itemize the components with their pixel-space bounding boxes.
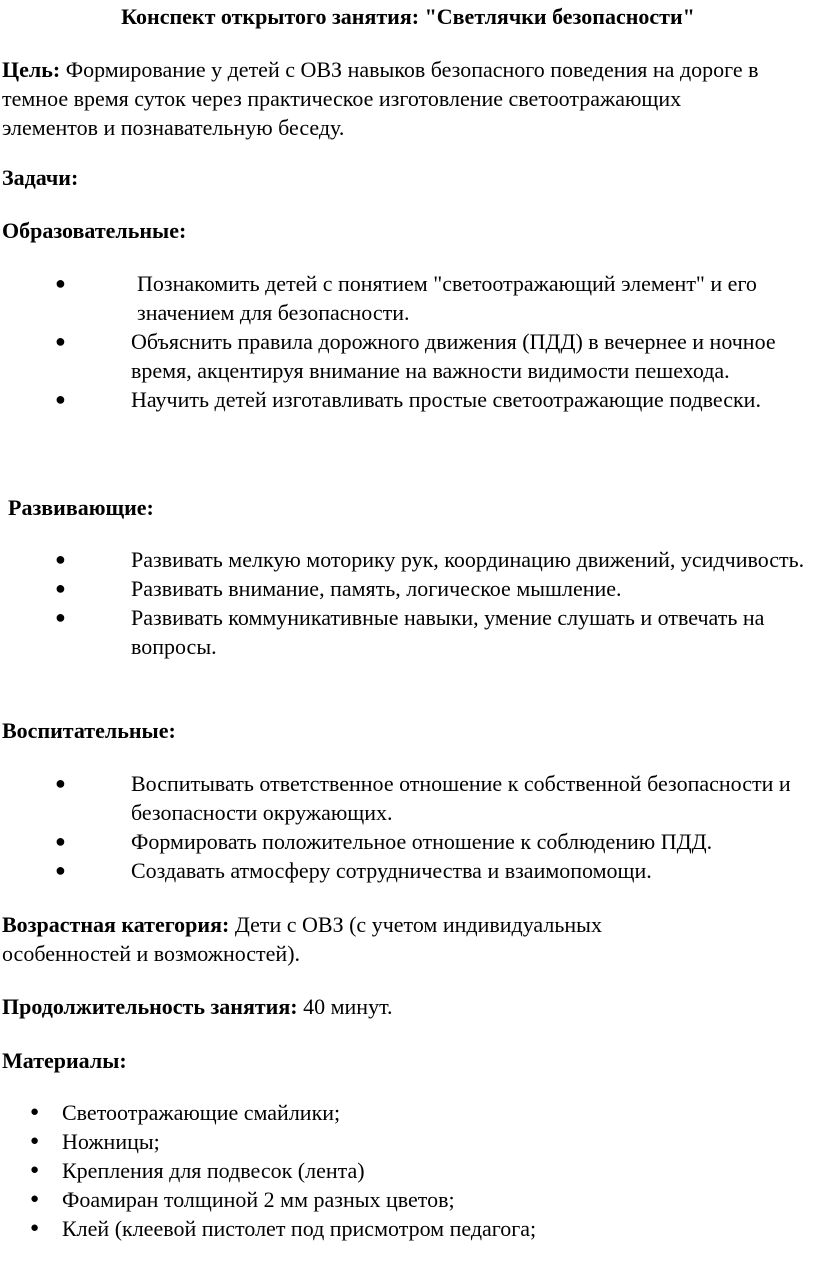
document-title: Конспект открытого занятия: "Светлячки безопасности" [121, 4, 695, 29]
goal-text: Формирование у детей с ОВЗ навыков безопасного поведения на дороге в темное время суток через практическое изготовление светоотражающих элементов и познавательную беседу. [2, 57, 759, 140]
tasks-heading: Задачи: [2, 165, 79, 190]
duration-text: 40 минут. [297, 994, 393, 1019]
bullet-icon: ● [30, 1162, 40, 1178]
list-item: ● Познакомить детей с понятием "светоотражающий элемент" и его значением для безопасности. [55, 271, 757, 325]
list-item: ● Клей (клеевой пистолет под присмотром педагога; [30, 1216, 537, 1241]
duration-label: Продолжительность занятия: [2, 994, 298, 1019]
list-item: ● Фоамиран толщиной 2 мм разных цветов; [30, 1187, 455, 1212]
list-item: ● Светоотражающие смайлики; [30, 1100, 341, 1125]
age-paragraph [2, 910, 682, 968]
bullet-icon: ● [55, 331, 66, 351]
bullet-icon: ● [55, 578, 66, 598]
list-item: ● Создавать атмосферу сотрудничества и взаимопомощи. [55, 858, 652, 883]
educational-list [0, 269, 816, 414]
materials-list [0, 1098, 816, 1243]
bullet-icon: ● [55, 273, 66, 293]
list-item: ● Крепления для подвесок (лента) [30, 1158, 365, 1183]
educational-heading: Образовательные: [2, 218, 187, 243]
age-text: Дети с ОВЗ (с учетом индивидуальных особенностей и возможностей). [2, 912, 602, 966]
list-item: ● Формировать положительное отношение к соблюдению ПДД. [55, 829, 713, 854]
list-item: ● Развивать мелкую моторику рук, координацию движений, усидчивость. [55, 547, 805, 572]
list-item: ● Развивать коммуникативные навыки, умение слушать и отвечать на вопросы. [55, 605, 765, 659]
bullet-icon: ● [30, 1133, 40, 1149]
list-item: ● Развивать внимание, память, логическое мышление. [55, 576, 622, 601]
bullet-icon: ● [55, 831, 66, 851]
bullet-icon: ● [30, 1104, 40, 1120]
materials-heading: Материалы: [2, 1048, 127, 1073]
bullet-icon: ● [55, 773, 66, 793]
developing-list [0, 545, 816, 661]
bullet-icon: ● [30, 1191, 40, 1207]
upbringing-heading: Воспитательные: [2, 718, 176, 743]
developing-heading: Развивающие: [8, 495, 154, 520]
bullet-icon: ● [55, 607, 66, 627]
list-item: ● Объяснить правила дорожного движения (ПДД) в вечернее и ночное время, акцентируя внимание на важности видимости пешехода. [55, 329, 776, 383]
list-item: ● Ножницы; [30, 1129, 160, 1154]
duration-paragraph [2, 992, 802, 1021]
list-item: ● Воспитывать ответственное отношение к собственной безопасности и безопасности окружающих. [55, 771, 791, 825]
goal-paragraph [2, 55, 772, 142]
bullet-icon: ● [55, 860, 66, 880]
upbringing-list [0, 769, 816, 885]
list-item: ● Научить детей изготавливать простые светоотражающие подвески. [55, 387, 761, 412]
bullet-icon: ● [55, 389, 66, 409]
bullet-icon: ● [55, 549, 66, 569]
goal-label: Цель: [2, 57, 61, 82]
bullet-icon: ● [30, 1220, 40, 1236]
age-label: Возрастная категория: [2, 912, 230, 937]
